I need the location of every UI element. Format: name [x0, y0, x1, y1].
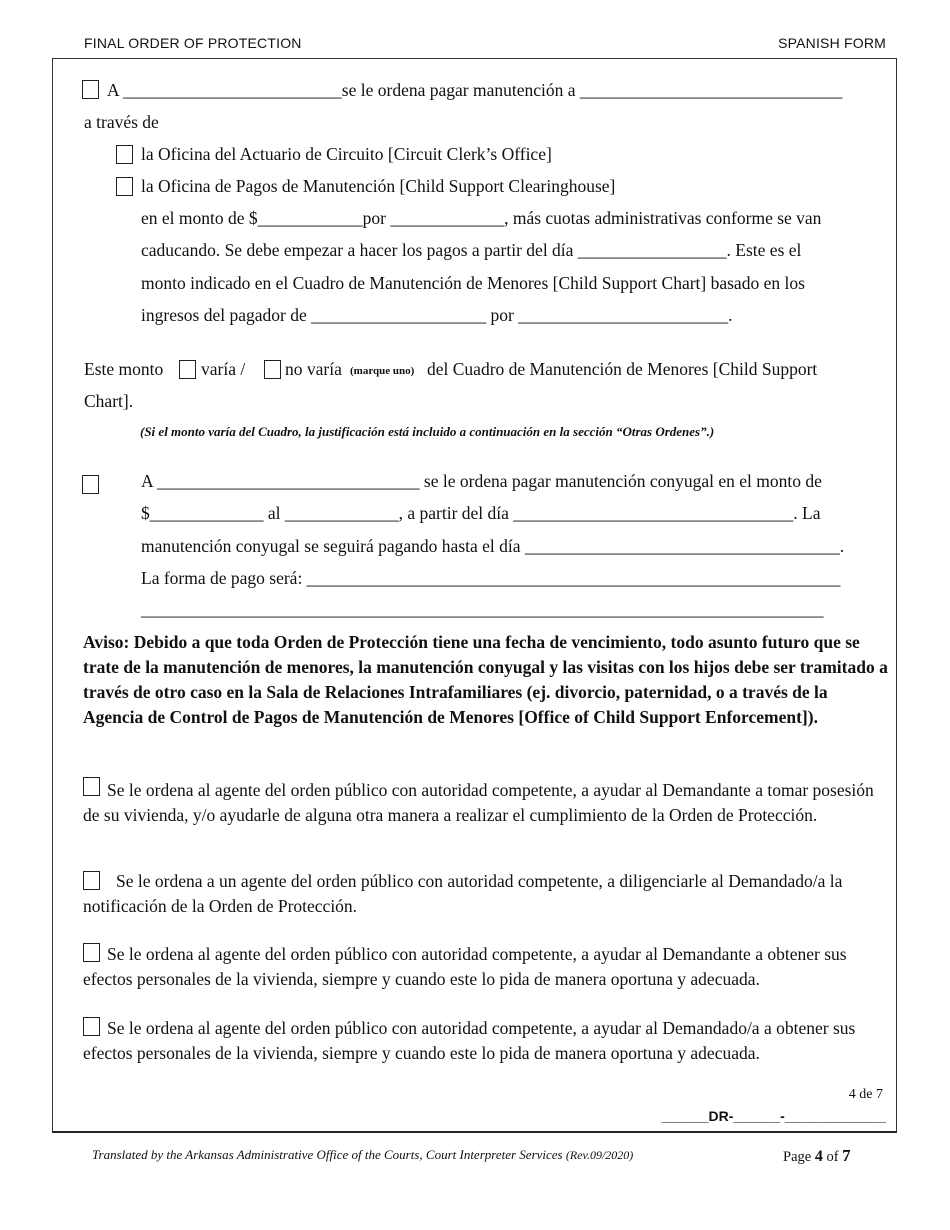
child-support-line-1: A _________________________se le ordena pagar manutención a ______________________________ [107, 80, 843, 100]
amount-line: en el monto de $____________por _____________, más cuotas administrativas conforme se van [141, 208, 822, 228]
justification-note: (Si el monto varía del Cuadro, la justificación está incluido a continuación en la sección “Otras Ordenes”.) [140, 424, 715, 439]
start-date-line: caducando. Se debe empezar a hacer los pagos a partir del día _________________. Este es el [141, 240, 802, 260]
mark-one-note: (marque uno) [350, 365, 415, 377]
form-language: SPANISH FORM [778, 35, 886, 51]
clearinghouse-checkbox[interactable] [116, 177, 133, 196]
chart-line: monto indicado en el Cuadro de Manutención de Menores [Child Support Chart] basado en los [141, 273, 805, 293]
spousal-line-4: La forma de pago será: _____________________________________________________________ [141, 568, 841, 588]
spousal-line-2: $_____________ al _____________, a partir del día ________________________________. La [141, 503, 821, 523]
page-number [783, 1146, 851, 1166]
varies-checkbox[interactable] [179, 360, 196, 379]
form-title: FINAL ORDER OF PROTECTION [84, 35, 302, 51]
page-current: 4 [814, 1148, 823, 1165]
of-label: of [826, 1149, 839, 1165]
varies-label: varía / [201, 359, 246, 379]
varies-suffix: del Cuadro de Manutención de Menores [Child Support [427, 359, 818, 379]
revision-date: (Rev.09/2020) [565, 1148, 634, 1162]
order-1-text: Se le ordena al agente del orden público con autoridad competente, a ayudar al Demandante a tomar posesión de su vivienda, y/o ayudarle de alguna otra manera a realizar el cumplimiento de la Orden de Protección. [83, 780, 874, 825]
order-2-text: Se le ordena a un agente del orden público con autoridad competente, a diligenciarle al Demandado/a la notificación de la Orden de Protección. [83, 871, 843, 916]
spousal-line-3: manutención conyugal se seguirá pagando hasta el día ____________________________________. [141, 536, 845, 556]
order-3-text: Se le ordena al agente del orden público con autoridad competente, a ayudar al Demandante a obtener sus efectos personales de la vivienda, siempre y cuando este lo pida de manera oportuna y adecuada. [83, 944, 847, 989]
order-4-text: Se le ordena al agente del orden público con autoridad competente, a ayudar al Demandado/a a obtener sus efectos personales de la vivienda, siempre y cuando este lo pida de manera oportuna y adecuada. [83, 1018, 856, 1063]
translation-credit [92, 1147, 633, 1163]
case-number-field: ______DR-______-_____________ [661, 1108, 886, 1124]
income-line: ingresos del pagador de ____________________ por ________________________. [141, 305, 733, 325]
page-total: 7 [842, 1146, 851, 1165]
child-support-checkbox[interactable] [82, 80, 99, 99]
clearinghouse-option: la Oficina de Pagos de Manutención [Child Support Clearinghouse] [141, 176, 616, 196]
child-support-through: a través de [84, 112, 159, 132]
page-label: Page [783, 1149, 812, 1165]
varies-prefix: Este monto [84, 359, 164, 379]
translation-credit-text: Translated by the Arkansas Administrative Office of the Courts, Court Interpreter Services [92, 1147, 563, 1162]
spousal-line-1: A ______________________________ se le ordena pagar manutención conyugal en el monto de [141, 471, 822, 491]
circuit-clerk-checkbox[interactable] [116, 145, 133, 164]
spousal-line-5: ______________________________________________________________________________ [141, 599, 824, 619]
circuit-clerk-option: la Oficina del Actuario de Circuito [Circuit Clerk’s Office] [141, 144, 552, 164]
notice-paragraph: Aviso: Debido a que toda Orden de Protección tiene una fecha de vencimiento, todo asunto futuro que se trate de la manutención de menores, la manutención conyugal y las visitas con los hijos debe ser tramitado a través de otro caso en la Sala de Relaciones Intrafamiliares (ej. divorcio, paternidad, o a través de la Agencia de Control de Pagos de Manutención de Menores [Office of Child Support Enforcement]). [83, 632, 888, 727]
not-varies-checkbox[interactable] [264, 360, 281, 379]
not-varies-label: no varía [285, 359, 342, 379]
spousal-support-checkbox[interactable] [82, 475, 99, 494]
varies-end: Chart]. [84, 391, 134, 411]
page-indicator: 4 de 7 [848, 1087, 883, 1102]
